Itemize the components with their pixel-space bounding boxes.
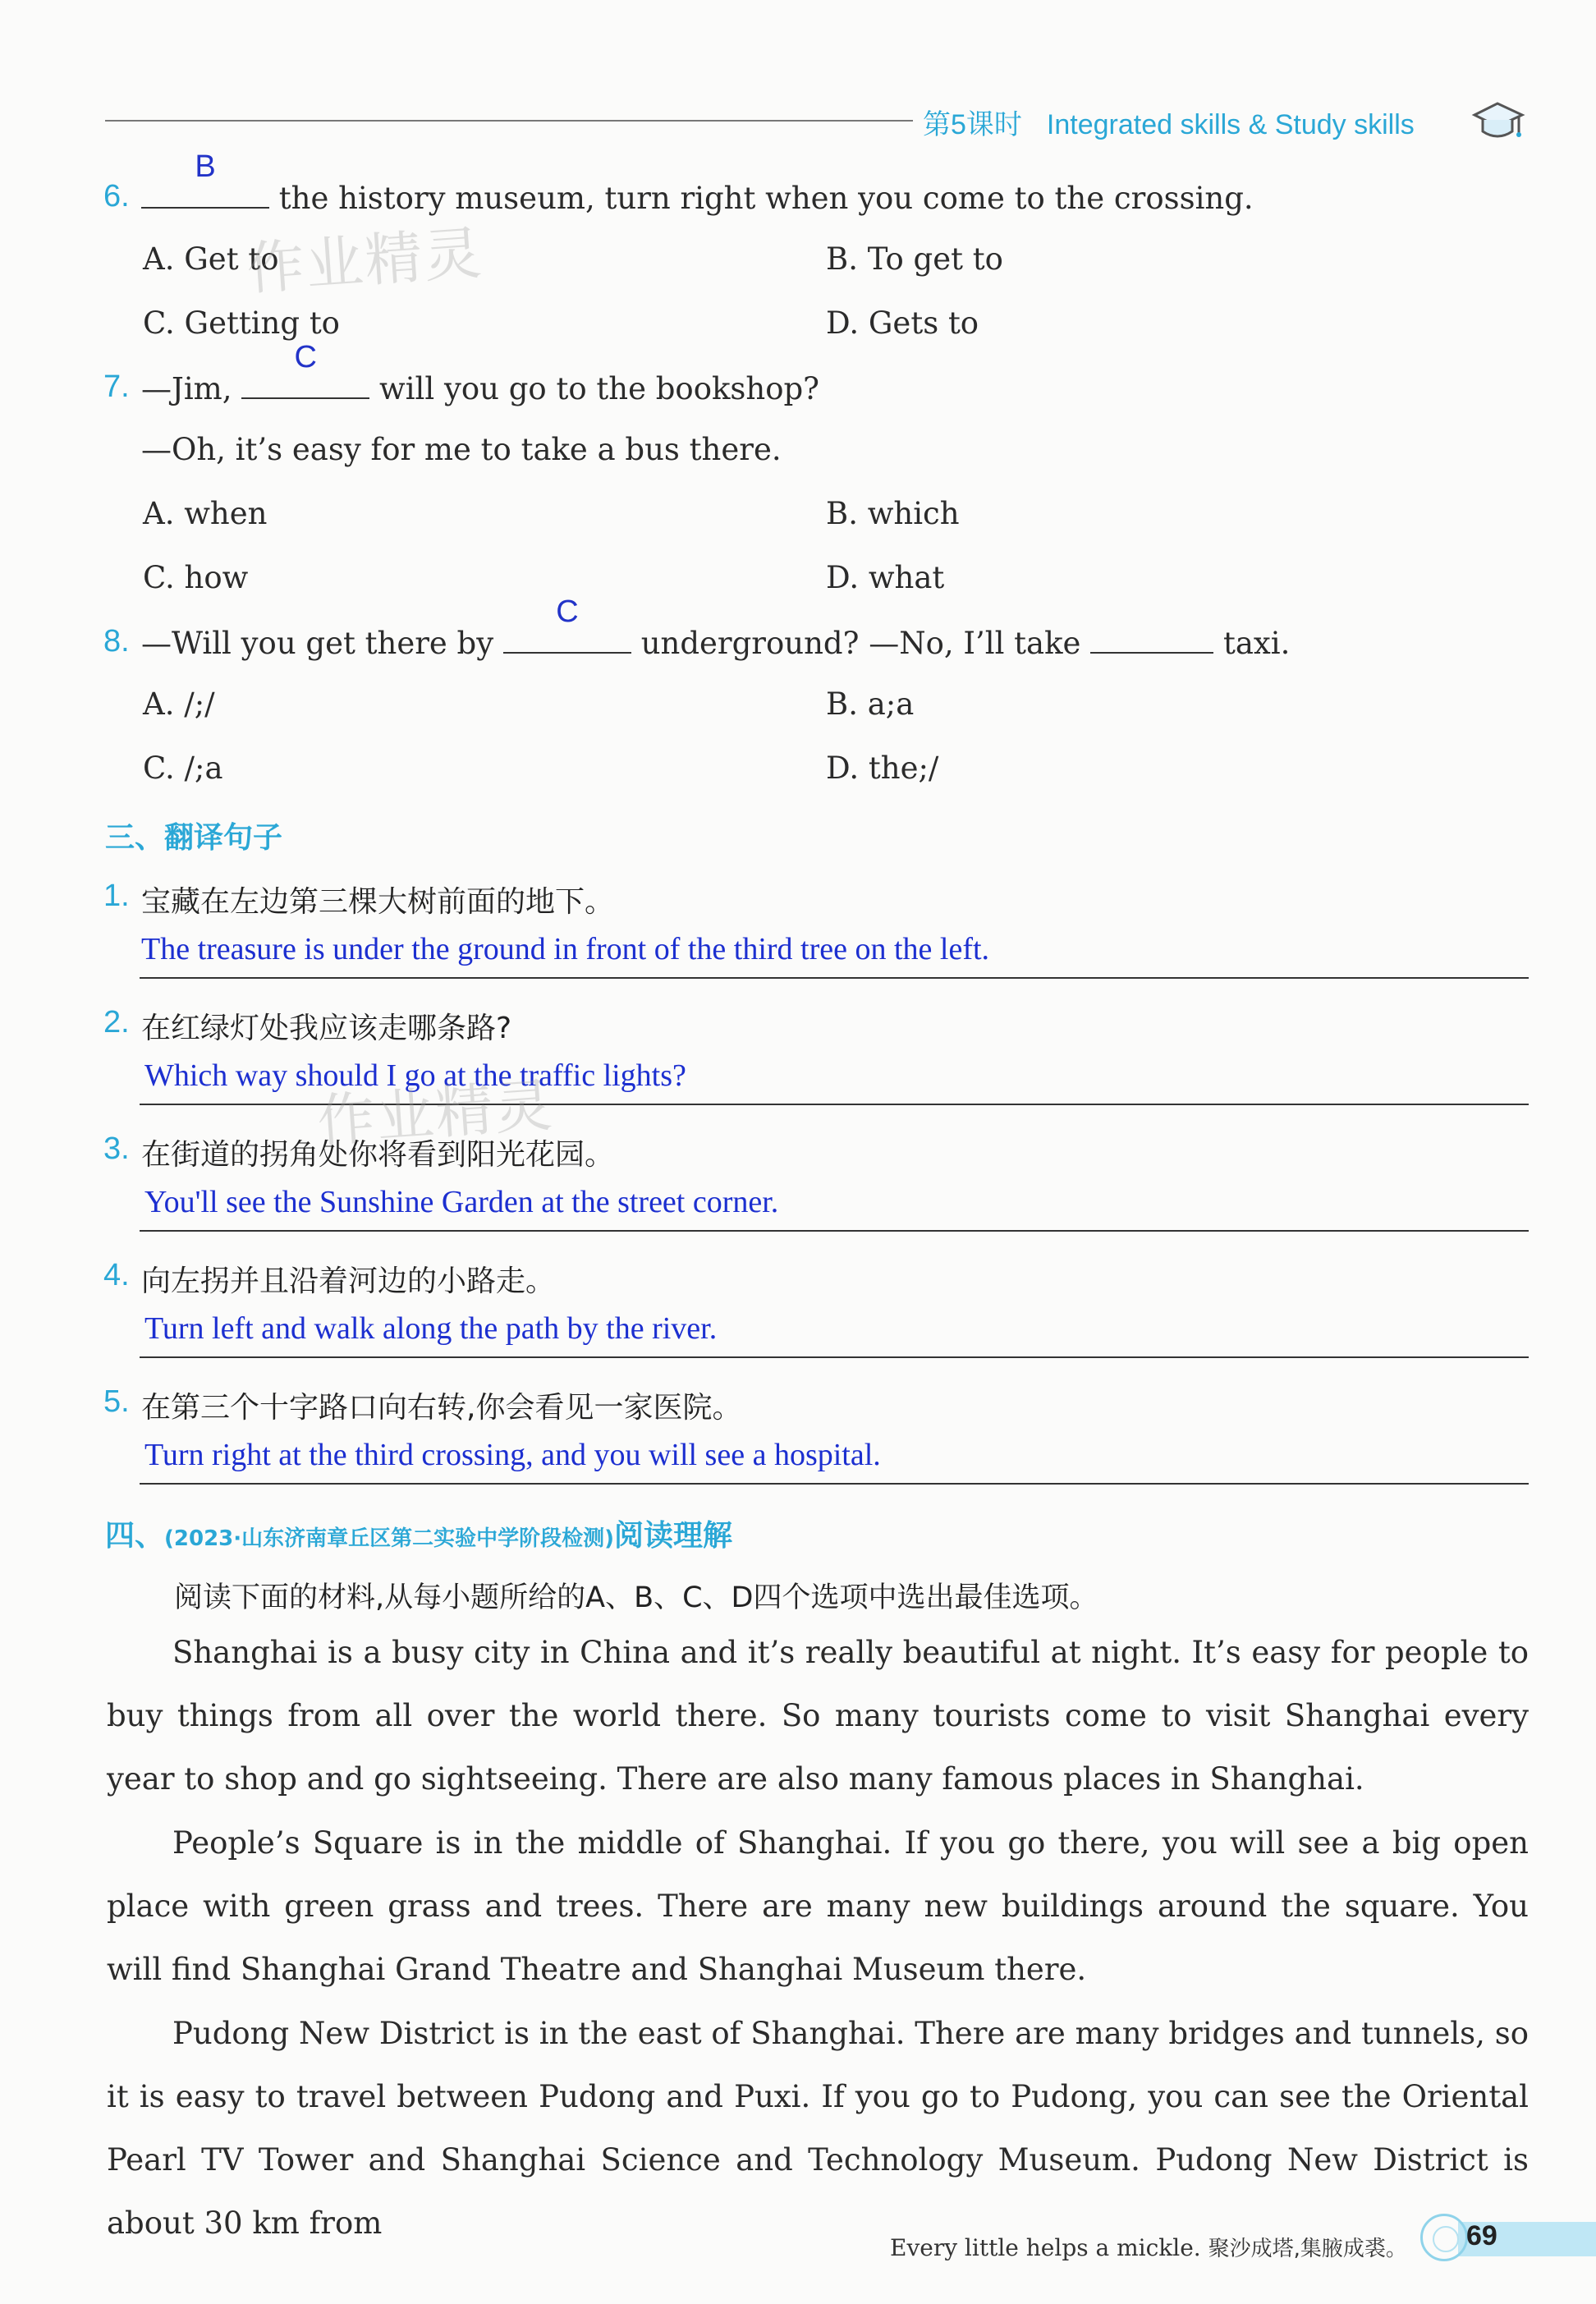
question-7-number: 7. [103, 369, 130, 404]
question-7-stem [141, 340, 820, 406]
question-7-option-b: B. which [826, 496, 960, 531]
question-8-lead: —Will you get there by [141, 626, 494, 661]
question-8-number: 8. [103, 624, 130, 659]
header-rule [105, 120, 913, 122]
question-8-option-d: D. the;/ [826, 750, 939, 786]
answer-line [140, 1230, 1529, 1232]
section-4-prefix: 四、 [105, 1519, 165, 1553]
question-8-tail: taxi. [1222, 626, 1291, 661]
translation-4-chinese: 向左拐并且沿着河边的小路走。 [141, 1264, 556, 1298]
reading-paragraph-2: People’s Square is in the middle of Shanghai. If you go there, you will see a big open place with green grass and trees. There are many new buildings around the square. You will find Shanghai Grand Theatre and Shanghai Museum there. [107, 1825, 1529, 1987]
question-6-stem [141, 149, 1254, 216]
section-4-heading: 阅读理解 [614, 1519, 733, 1553]
translation-5-answer: Turn right at the third crossing, and you will see a hospital. [144, 1438, 881, 1472]
question-8-answer: C [556, 594, 579, 629]
question-7-lead: —Jim, [141, 371, 232, 406]
question-6-option-b: B. To get to [826, 241, 1003, 277]
translation-1-number: 1. [103, 879, 130, 913]
answer-line [140, 977, 1529, 979]
answer-blank [503, 594, 631, 654]
question-7-option-d: D. what [826, 560, 945, 595]
translation-1-answer: The treasure is under the ground in front of the third tree on the left. [141, 932, 990, 966]
footer-motto [890, 2232, 1407, 2262]
question-7-answer: C [294, 340, 317, 374]
answer-blank-empty [1090, 622, 1213, 654]
watermark: 作业精灵 [314, 1072, 556, 1155]
footer-motto-cn: 聚沙成塔,集腋成裘。 [1208, 2237, 1407, 2261]
question-8-option-a: A. /;/ [143, 686, 215, 722]
translation-4-answer: Turn left and walk along the path by the river. [144, 1311, 718, 1346]
answer-blank [141, 149, 269, 209]
translation-1-chinese: 宝藏在左边第三棵大树前面的地下。 [141, 885, 615, 919]
question-6-number: 6. [103, 179, 130, 213]
question-8-stem [141, 594, 1291, 661]
translation-3-chinese: 在街道的拐角处你将看到阳光花园。 [141, 1138, 615, 1172]
answer-line [140, 1356, 1529, 1358]
question-7-text: will you go to the bookshop? [379, 371, 820, 406]
reading-paragraph-1: Shanghai is a busy city in China and it’s really beautiful at night. It’s easy for people to buy things from all over the world there. So many tourists come to visit Shanghai every year to shop and go sightseeing. There are also many famous places in Shanghai. [107, 1635, 1529, 1797]
reading-instruction: 阅读下面的材料,从每小题所给的A、B、C、D四个选项中选出最佳选项。 [174, 1581, 1098, 1614]
header-lesson: 第5课时 [923, 109, 1022, 140]
question-6-option-d: D. Gets to [826, 305, 979, 341]
page-number: 69 [1466, 2220, 1497, 2251]
translation-3-number: 3. [103, 1131, 130, 1166]
translation-5-number: 5. [103, 1384, 130, 1419]
graduation-cap-icon [1470, 97, 1527, 146]
question-6-option-a: A. Get to [143, 241, 279, 277]
question-6-text: the history museum, turn right when you come to the crossing. [278, 181, 1254, 216]
header-title [923, 102, 1415, 142]
translation-3-answer: You'll see the Sunshine Garden at the street corner. [144, 1185, 779, 1219]
reading-paragraph-3: Pudong New District is in the east of Shanghai. There are many bridges and tunnels, so it is easy to travel between Pudong and Puxi. If you go to Pudong, you can see the Oriental Pearl TV Tower and Shanghai Science and Technology Museum. Pudong New District is about 30 km from [107, 2016, 1529, 2241]
section-4-title [105, 1512, 732, 1554]
question-7-reply: —Oh, it’s easy for me to take a bus there. [141, 432, 782, 467]
section-4-source: (2023·山东济南章丘区第二实验中学阶段检测) [164, 1526, 615, 1551]
translation-2-chinese: 在红绿灯处我应该走哪条路? [141, 1012, 512, 1045]
question-7-option-a: A. when [143, 496, 268, 531]
translation-4-number: 4. [103, 1258, 130, 1292]
answer-blank [241, 340, 369, 399]
question-8-option-c: C. /;a [143, 750, 223, 786]
translation-2-number: 2. [103, 1005, 130, 1040]
question-6-option-c: C. Getting to [143, 305, 340, 341]
question-8-option-b: B. a;a [826, 686, 915, 722]
answer-line [140, 1483, 1529, 1485]
footer-motto-en: Every little helps a mickle. [890, 2234, 1201, 2261]
translation-5-chinese: 在第三个十字路口向右转,你会看见一家医院。 [141, 1391, 742, 1425]
header-topic: Integrated skills & Study skills [1046, 109, 1415, 140]
page-ring-icon [1420, 2214, 1468, 2261]
question-8-middle: underground? —No, I’ll take [640, 626, 1081, 661]
question-6-answer: B [195, 149, 216, 184]
watermark: 作业精灵 [244, 219, 485, 303]
question-7-option-c: C. how [143, 560, 249, 595]
section-3-title: 三、翻译句子 [105, 821, 283, 855]
translation-2-answer: Which way should I go at the traffic lights? [144, 1058, 686, 1093]
